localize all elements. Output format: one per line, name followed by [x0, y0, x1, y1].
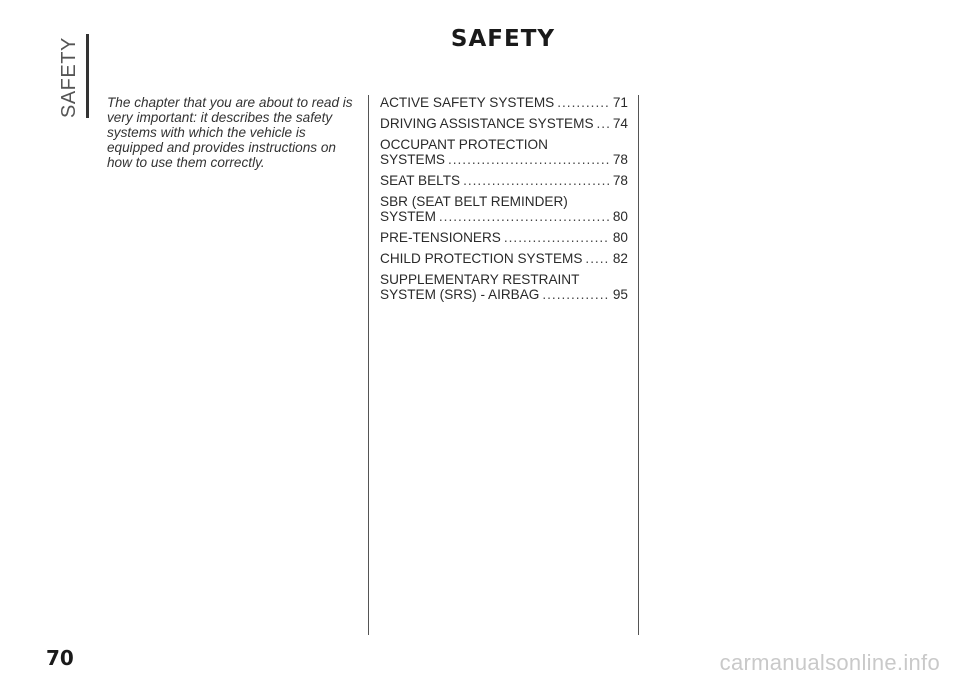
toc-leader [557, 95, 609, 110]
toc-entry-srs-airbag[interactable] [380, 272, 628, 302]
column-divider-right [638, 95, 639, 635]
toc-page-number: 74 [612, 116, 628, 131]
intro-paragraph: The chapter that you are about to read is very important: it describes the safety systems with which the vehicle is equipped and provides instructions on how to use them correctly. [107, 95, 353, 170]
toc-page-number: 80 [612, 209, 628, 224]
toc-entry-title-line: OCCUPANT PROTECTION [380, 137, 548, 152]
watermark: carmanualsonline.info [719, 650, 940, 675]
toc-leader [597, 116, 609, 131]
chapter-title: SAFETY [450, 26, 556, 52]
side-tab-label: SAFETY [58, 37, 80, 118]
toc-leader [448, 152, 609, 167]
toc-entry-child-protection[interactable] [380, 251, 628, 266]
toc-page-number: 78 [612, 173, 628, 188]
side-tab [58, 36, 80, 118]
toc-leader [439, 209, 609, 224]
toc-entry-title: DRIVING ASSISTANCE SYSTEMS [380, 116, 594, 131]
toc-entry-title-line: SUPPLEMENTARY RESTRAINT [380, 272, 580, 287]
toc-entry-active-safety[interactable] [380, 95, 628, 110]
toc-page-number: 82 [612, 251, 628, 266]
toc-entry-sbr[interactable] [380, 194, 628, 224]
toc-entry-title: CHILD PROTECTION SYSTEMS [380, 251, 583, 266]
side-tab-rule [86, 34, 89, 118]
toc-leader [585, 251, 608, 266]
toc-entry-title: SYSTEM [380, 209, 436, 224]
column-divider-left [368, 95, 369, 635]
table-of-contents [380, 95, 628, 308]
toc-page-number: 78 [612, 152, 628, 167]
toc-entry-seat-belts[interactable] [380, 173, 628, 188]
toc-entry-title: PRE-TENSIONERS [380, 230, 501, 245]
toc-entry-title-line: SBR (SEAT BELT REMINDER) [380, 194, 568, 209]
toc-leader [463, 173, 609, 188]
toc-entry-title: SYSTEMS [380, 152, 445, 167]
toc-page-number: 71 [612, 95, 628, 110]
toc-page-number: 95 [612, 287, 628, 302]
toc-entry-title: SEAT BELTS [380, 173, 461, 188]
toc-entry-pre-tensioners[interactable] [380, 230, 628, 245]
toc-leader [542, 287, 609, 302]
toc-entry-driving-assistance[interactable] [380, 116, 628, 131]
page-number: 70 [46, 646, 74, 670]
toc-entry-title: SYSTEM (SRS) - AIRBAG [380, 287, 540, 302]
toc-entry-title: ACTIVE SAFETY SYSTEMS [380, 95, 555, 110]
toc-entry-occupant-protection[interactable] [380, 137, 628, 167]
toc-leader [504, 230, 609, 245]
toc-page-number: 80 [612, 230, 628, 245]
